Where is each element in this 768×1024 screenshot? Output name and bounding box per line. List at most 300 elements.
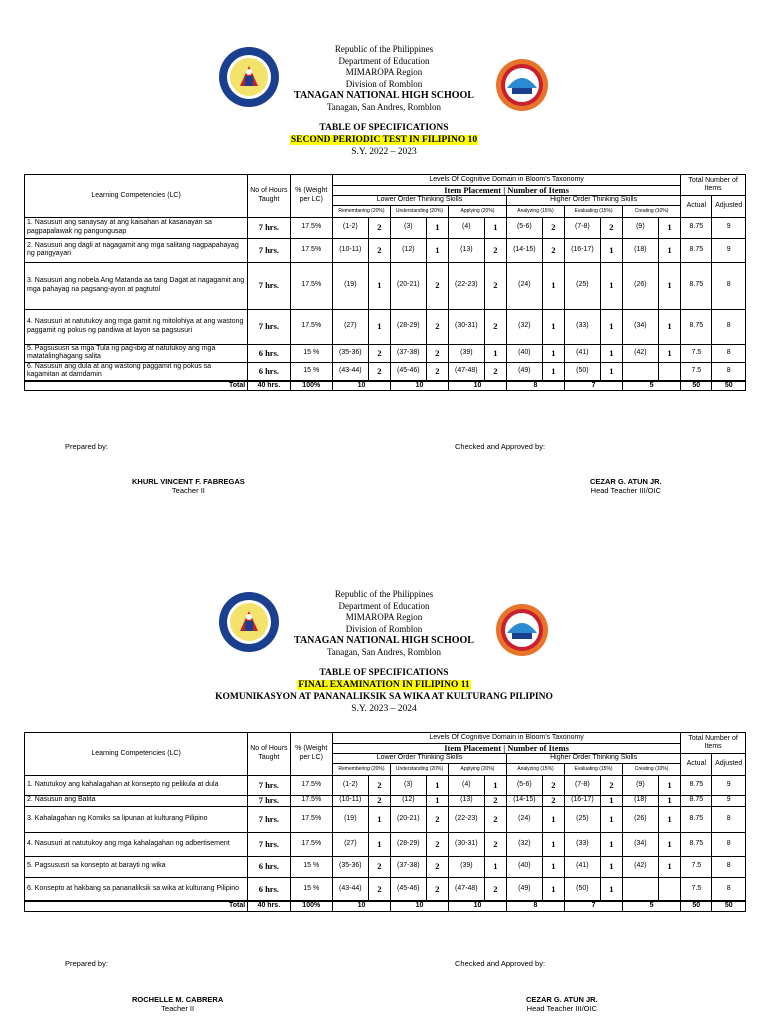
item-placement-value: (27) — [332, 832, 368, 856]
item-placement-value: (4) — [448, 217, 484, 238]
item-count-value: 1 — [600, 362, 622, 381]
item-placement-value: (10-11) — [332, 238, 368, 262]
specification-table — [24, 174, 746, 391]
table-row — [25, 877, 746, 901]
item-placement-value: (10-11) — [332, 795, 368, 806]
item-placement-value: (40) — [507, 344, 543, 362]
competency-text: 3. Kahalagahan ng Komiks sa lipunan at kulturang Pilipino — [25, 806, 248, 832]
item-placement-value: (30-31) — [448, 309, 484, 344]
item-count-value: 2 — [484, 795, 506, 806]
item-count-value: 2 — [426, 856, 448, 877]
item-count-value: 2 — [542, 238, 564, 262]
item-placement-value: (33) — [565, 832, 601, 856]
number-of-items-label: Number of Items — [507, 185, 569, 196]
item-count-value: 2 — [484, 362, 506, 381]
item-count-value: 2 — [368, 877, 390, 901]
item-count-value: 1 — [542, 344, 564, 362]
percent-value: 17.5% — [290, 775, 332, 795]
table-row — [25, 856, 746, 877]
total-app: 10 — [448, 901, 506, 911]
total-cre: 5 — [623, 381, 681, 391]
total-actual: 50 — [681, 381, 712, 391]
competency-text: 2. Nasusuri ang Balita — [25, 795, 248, 806]
hours-value: 6 hrs. — [248, 856, 290, 877]
item-placement-value: (33) — [565, 309, 601, 344]
item-placement-value: (20-21) — [390, 262, 426, 309]
item-placement-label: Item Placement — [444, 185, 502, 196]
department-line: Department of Education — [338, 55, 430, 66]
item-placement-value: (25) — [565, 806, 601, 832]
item-count-value: 1 — [368, 309, 390, 344]
document-titles — [0, 122, 768, 158]
item-count-value: 1 — [658, 775, 680, 795]
preparer-signature — [132, 477, 245, 495]
item-placement-value: (22-23) — [448, 806, 484, 832]
department-line: Department of Education — [338, 600, 430, 611]
item-placement-value: (47-48) — [448, 877, 484, 901]
item-count-value: 1 — [426, 217, 448, 238]
tos-document-1 — [0, 40, 768, 495]
tos-title: TABLE OF SPECIFICATIONS — [319, 123, 449, 133]
item-count-value: 2 — [542, 775, 564, 795]
approver-signature — [526, 995, 598, 1013]
item-count-value: 2 — [368, 775, 390, 795]
division-line: Division of Romblon — [345, 623, 423, 634]
specification-table — [24, 732, 746, 912]
school-year: S.Y. 2023 – 2024 — [351, 704, 417, 714]
total-cre: 5 — [623, 901, 681, 911]
item-count-value: 1 — [426, 795, 448, 806]
item-count-value: 2 — [426, 309, 448, 344]
item-count-value: 2 — [484, 877, 506, 901]
approver-name: CEZAR G. ATUN JR. — [590, 477, 662, 486]
item-placement-value: (22-23) — [448, 262, 484, 309]
item-count-value: 2 — [484, 309, 506, 344]
percent-value: 17.5% — [290, 309, 332, 344]
preparer-signature — [132, 995, 223, 1013]
item-count-value: 2 — [426, 877, 448, 901]
preparer-name: KHURL VINCENT F. FABREGAS — [132, 477, 245, 486]
item-placement-value: (28-29) — [390, 832, 426, 856]
item-placement-value: (24) — [507, 806, 543, 832]
item-count-value: 2 — [426, 344, 448, 362]
item-placement-value: (32) — [507, 309, 543, 344]
item-placement-value: (18) — [623, 238, 659, 262]
hours-value: 7 hrs. — [248, 262, 290, 309]
remembering-header: Remembering (20%) — [332, 205, 390, 217]
item-placement-value: (12) — [390, 238, 426, 262]
item-placement-value: (43-44) — [332, 362, 368, 381]
hours-value: 6 hrs. — [248, 344, 290, 362]
item-placement-value: (19) — [332, 806, 368, 832]
approver-title: Head Teacher III/OIC — [590, 486, 661, 495]
item-count-value: 2 — [600, 217, 622, 238]
document-titles — [0, 667, 768, 715]
actual-value: 8.75 — [681, 238, 712, 262]
competency-text: 2. Nasusuri ang dagli at nagagamit ang mga salitang nagpapahayag ng pangyayari — [25, 238, 248, 262]
item-placement-value: (14-15) — [507, 238, 543, 262]
adjusted-value: 8 — [712, 362, 746, 381]
table-row — [25, 795, 746, 806]
actual-value: 8.75 — [681, 832, 712, 856]
item-count-value: 1 — [658, 832, 680, 856]
item-count-value: 2 — [484, 806, 506, 832]
item-placement-value: (14-15) — [507, 795, 543, 806]
competency-text: 1. Natutukoy ang kahalagahan at konsepto ng pelikula at dula — [25, 775, 248, 795]
competency-text: 5. Pagsususri sa mga Tula ng pag-ibig at natutukoy ang mga matatalinghagang salita — [25, 344, 248, 362]
percent-value: 17.5% — [290, 262, 332, 309]
item-placement-value: (41) — [565, 344, 601, 362]
item-count-value: 1 — [658, 262, 680, 309]
percent-value: 17.5% — [290, 238, 332, 262]
table-row — [25, 262, 746, 309]
item-placement-value: (50) — [565, 362, 601, 381]
total-ana: 8 — [507, 381, 565, 391]
preparer-title: Teacher II — [171, 486, 205, 495]
table-row — [25, 362, 746, 381]
percent-column-header: % (Weight per LC) — [290, 733, 332, 776]
item-placement-value: (3) — [390, 775, 426, 795]
item-count-value: 1 — [542, 832, 564, 856]
competency-text: 4. Nasusuri at natutukoy ang mga gamit ng mitolohiya at ang wastong paggamit ng pokus ng pandiwa at layon sa pagsusuri — [25, 309, 248, 344]
item-placement-header: Item Placement | Number of Items — [332, 186, 680, 196]
item-placement-value: (47-48) — [448, 362, 484, 381]
hours-value: 7 hrs. — [248, 775, 290, 795]
lower-order-header: Lower Order Thinking Skills — [332, 196, 506, 206]
item-count-value: 2 — [542, 217, 564, 238]
item-count-value: 2 — [368, 856, 390, 877]
item-placement-value: (5-6) — [507, 217, 543, 238]
percent-value: 15 % — [290, 362, 332, 381]
item-count-value: 1 — [658, 238, 680, 262]
total-ana: 8 — [507, 901, 565, 911]
region-line: MIMAROPA Region — [345, 612, 423, 622]
item-placement-value: (42) — [623, 856, 659, 877]
adjusted-value: 9 — [712, 238, 746, 262]
creating-header: Creating (10%) — [623, 205, 681, 217]
item-count-value: 1 — [600, 795, 622, 806]
competency-text: 3. Nasusuri ang nobela Ang Matanda aa tang Dagat at nagagamit ang mga pahayag na pagsang-ayon at pagtutol — [25, 262, 248, 309]
hours-value: 7 hrs. — [248, 309, 290, 344]
item-placement-label: Item Placement — [444, 743, 502, 754]
item-count-value: 1 — [600, 309, 622, 344]
lc-column-header: Learning Competencies (LC) — [25, 733, 248, 776]
item-count-value: 2 — [484, 832, 506, 856]
percent-value: 17.5% — [290, 806, 332, 832]
item-count-value: 1 — [484, 775, 506, 795]
item-count-value: 1 — [484, 856, 506, 877]
item-placement-value: (49) — [507, 362, 543, 381]
item-count-value: 2 — [426, 362, 448, 381]
understanding-header: Understanding (20%) — [390, 205, 448, 217]
item-count-value: 2 — [368, 217, 390, 238]
item-count-value: 1 — [600, 238, 622, 262]
total-und: 10 — [390, 901, 448, 911]
applying-header: Applying (20%) — [448, 763, 506, 775]
document-header — [0, 40, 768, 120]
actual-value: 8.75 — [681, 795, 712, 806]
hours-value: 7 hrs. — [248, 806, 290, 832]
item-count-value: 1 — [542, 262, 564, 309]
item-count-value: 2 — [426, 262, 448, 309]
competency-text: 6. Nasusuri ang dula at ang wastong paggamit ng pokus sa kagamitan at damdamin — [25, 362, 248, 381]
actual-value: 8.75 — [681, 806, 712, 832]
percent-value: 15 % — [290, 856, 332, 877]
item-placement-value: (35-36) — [332, 344, 368, 362]
item-count-value: 1 — [600, 832, 622, 856]
item-placement-value: (1-2) — [332, 217, 368, 238]
competency-text: 5. Pagsususri sa konsepto at barayti ng wika — [25, 856, 248, 877]
item-placement-value — [623, 362, 659, 381]
preparer-title: Teacher II — [161, 1004, 195, 1013]
item-placement-value: (9) — [623, 775, 659, 795]
actual-value: 7.5 — [681, 362, 712, 381]
item-placement-value: (32) — [507, 832, 543, 856]
item-placement-value: (20-21) — [390, 806, 426, 832]
adjusted-value: 8 — [712, 832, 746, 856]
item-count-value: 1 — [600, 262, 622, 309]
item-count-value — [658, 877, 680, 901]
item-placement-value: (12) — [390, 795, 426, 806]
item-count-value: 2 — [426, 806, 448, 832]
item-count-value: 1 — [368, 262, 390, 309]
analyzing-header: Analyzing (15%) — [507, 205, 565, 217]
total-items-header: Total Number of Items — [681, 733, 746, 754]
item-count-value: 1 — [426, 775, 448, 795]
item-placement-value: (16-17) — [565, 795, 601, 806]
applying-header: Applying (20%) — [448, 205, 506, 217]
hours-column-header: No of Hours Taught — [248, 175, 290, 218]
total-adjusted: 50 — [712, 381, 746, 391]
item-placement-value: (45-46) — [390, 362, 426, 381]
adjusted-header: Adjusted — [712, 196, 746, 218]
hours-value: 6 hrs. — [248, 877, 290, 901]
item-count-value: 1 — [426, 238, 448, 262]
item-placement-value: (39) — [448, 856, 484, 877]
adjusted-value: 8 — [712, 344, 746, 362]
item-count-value: 1 — [542, 806, 564, 832]
item-placement-value: (16-17) — [565, 238, 601, 262]
document-header — [0, 585, 768, 665]
hours-value: 7 hrs. — [248, 217, 290, 238]
actual-value: 7.5 — [681, 344, 712, 362]
item-count-value: 2 — [368, 238, 390, 262]
exam-title: FINAL EXAMINATION IN FILIPINO 11 — [298, 680, 470, 690]
item-placement-value: (27) — [332, 309, 368, 344]
approver-name: CEZAR G. ATUN JR. — [526, 995, 598, 1004]
adjusted-value: 8 — [712, 262, 746, 309]
item-count-value: 1 — [484, 344, 506, 362]
item-count-value: 1 — [484, 217, 506, 238]
creating-header: Creating (10%) — [623, 763, 681, 775]
item-placement-value: (5-6) — [507, 775, 543, 795]
table-row — [25, 832, 746, 856]
item-placement-value: (43-44) — [332, 877, 368, 901]
understanding-header: Understanding (20%) — [390, 763, 448, 775]
item-placement-value: (39) — [448, 344, 484, 362]
approver-signature — [590, 477, 662, 495]
item-count-value: 1 — [658, 806, 680, 832]
item-count-value: 1 — [658, 217, 680, 238]
item-placement-value: (35-36) — [332, 856, 368, 877]
actual-header: Actual — [681, 754, 712, 776]
item-placement-value: (34) — [623, 832, 659, 856]
percent-value: 17.5% — [290, 217, 332, 238]
actual-value: 8.75 — [681, 309, 712, 344]
table-row — [25, 309, 746, 344]
hours-value: 6 hrs. — [248, 362, 290, 381]
item-placement-value: (24) — [507, 262, 543, 309]
checked-by-label: Checked and Approved by: — [455, 442, 546, 451]
tos-document-2 — [0, 585, 768, 1013]
adjusted-value: 8 — [712, 877, 746, 901]
school-name: TANAGAN NATIONAL HIGH SCHOOL — [294, 635, 474, 646]
competency-text: 1. Nasusuri ang sanaysay at ang kaisahan at kasanayan sa pagpapalawak ng pangungusap — [25, 217, 248, 238]
republic-line: Republic of the Philippines — [334, 589, 434, 599]
table-row — [25, 238, 746, 262]
percent-value: 17.5% — [290, 795, 332, 806]
item-placement-value: (25) — [565, 262, 601, 309]
item-placement-value: (34) — [623, 309, 659, 344]
item-placement-value: (1-2) — [332, 775, 368, 795]
total-hours: 40 hrs. — [248, 901, 290, 911]
item-placement-value: (50) — [565, 877, 601, 901]
item-placement-value: (7-8) — [565, 775, 601, 795]
header-text — [0, 44, 768, 113]
adjusted-value: 8 — [712, 309, 746, 344]
number-of-items-label: Number of Items — [507, 743, 569, 754]
item-placement-value: (45-46) — [390, 877, 426, 901]
item-placement-value: (42) — [623, 344, 659, 362]
school-seal-icon — [495, 58, 549, 112]
school-address: Tanagan, San Andres, Romblon — [326, 101, 442, 112]
item-placement-value: (40) — [507, 856, 543, 877]
adjusted-value: 8 — [712, 806, 746, 832]
header-text — [0, 589, 768, 658]
total-eva: 7 — [565, 901, 623, 911]
evaluating-header: Evaluating (15%) — [565, 205, 623, 217]
item-count-value: 1 — [542, 856, 564, 877]
item-placement-value: (28-29) — [390, 309, 426, 344]
prepared-by-label: Prepared by: — [65, 959, 108, 968]
item-placement-value: (37-38) — [390, 344, 426, 362]
actual-value: 7.5 — [681, 877, 712, 901]
approver-title: Head Teacher III/OIC — [526, 1004, 597, 1013]
item-placement-value: (30-31) — [448, 832, 484, 856]
total-percent: 100% — [290, 381, 332, 391]
item-count-value: 2 — [600, 775, 622, 795]
blooms-levels-header: Levels Of Cognitive Domain in Bloom's Taxonomy — [332, 175, 680, 186]
adjusted-value: 9 — [712, 795, 746, 806]
item-count-value: 1 — [600, 856, 622, 877]
total-app: 10 — [448, 381, 506, 391]
item-placement-value: (13) — [448, 795, 484, 806]
item-placement-value: (37-38) — [390, 856, 426, 877]
item-placement-value: (26) — [623, 806, 659, 832]
item-placement-value: (49) — [507, 877, 543, 901]
item-placement-value — [623, 877, 659, 901]
table-row — [25, 344, 746, 362]
actual-value: 8.75 — [681, 775, 712, 795]
total-items-header: Total Number of Items — [681, 175, 746, 196]
percent-value: 15 % — [290, 344, 332, 362]
tos-title: TABLE OF SPECIFICATIONS — [319, 668, 449, 678]
item-placement-value: (13) — [448, 238, 484, 262]
actual-value: 8.75 — [681, 262, 712, 309]
item-count-value: 2 — [484, 238, 506, 262]
school-seal-icon — [495, 603, 549, 657]
higher-order-header: Higher Order Thinking Skills — [507, 754, 681, 764]
total-label: Total — [25, 901, 248, 911]
item-count-value: 1 — [658, 309, 680, 344]
actual-value: 8.75 — [681, 217, 712, 238]
total-percent: 100% — [290, 901, 332, 911]
actual-value: 7.5 — [681, 856, 712, 877]
subject-title: KOMUNIKASYON AT PANANALIKSIK SA WIKA AT KULTURANG PILIPINO — [215, 692, 553, 702]
hours-value: 7 hrs. — [248, 238, 290, 262]
analyzing-header: Analyzing (15%) — [507, 763, 565, 775]
table-row — [25, 775, 746, 795]
hours-column-header: No of Hours Taught — [248, 733, 290, 776]
hours-value: 7 hrs. — [248, 795, 290, 806]
item-count-value: 2 — [426, 832, 448, 856]
percent-value: 15 % — [290, 877, 332, 901]
item-count-value: 2 — [542, 795, 564, 806]
total-rem: 10 — [332, 381, 390, 391]
item-placement-value: (7-8) — [565, 217, 601, 238]
total-actual: 50 — [681, 901, 712, 911]
item-count-value: 2 — [368, 344, 390, 362]
total-label: Total — [25, 381, 248, 391]
lc-column-header: Learning Competencies (LC) — [25, 175, 248, 218]
total-rem: 10 — [332, 901, 390, 911]
total-eva: 7 — [565, 381, 623, 391]
item-placement-value: (26) — [623, 262, 659, 309]
total-adjusted: 50 — [712, 901, 746, 911]
region-line: MIMAROPA Region — [345, 67, 423, 77]
adjusted-value: 9 — [712, 217, 746, 238]
item-count-value: 1 — [658, 344, 680, 362]
item-count-value: 1 — [368, 806, 390, 832]
item-count-value: 1 — [542, 877, 564, 901]
item-placement-value: (4) — [448, 775, 484, 795]
competency-text: 6. Konsepto at hakbang sa pananaliksik sa wika at kulturang Pilipino — [25, 877, 248, 901]
adjusted-header: Adjusted — [712, 754, 746, 776]
item-placement-value: (41) — [565, 856, 601, 877]
competency-text: 4. Nasusuri at natutukoy ang mga kahalagahan ng adbertisement — [25, 832, 248, 856]
item-count-value: 1 — [600, 806, 622, 832]
item-placement-value: (18) — [623, 795, 659, 806]
percent-value: 17.5% — [290, 832, 332, 856]
remembering-header: Remembering (20%) — [332, 763, 390, 775]
item-count-value: 2 — [484, 262, 506, 309]
evaluating-header: Evaluating (15%) — [565, 763, 623, 775]
item-placement-header: Item Placement | Number of Items — [332, 744, 680, 754]
item-count-value: 1 — [542, 309, 564, 344]
item-placement-value: (9) — [623, 217, 659, 238]
school-address: Tanagan, San Andres, Romblon — [326, 646, 442, 657]
item-count-value: 2 — [368, 795, 390, 806]
percent-column-header: % (Weight per LC) — [290, 175, 332, 218]
adjusted-value: 8 — [712, 856, 746, 877]
school-year: S.Y. 2022 – 2023 — [351, 147, 417, 157]
table-row — [25, 217, 746, 238]
totals-row — [25, 901, 746, 911]
preparer-name: ROCHELLE M. CABRERA — [132, 995, 224, 1004]
republic-line: Republic of the Philippines — [334, 44, 434, 54]
item-placement-value: (3) — [390, 217, 426, 238]
actual-header: Actual — [681, 196, 712, 218]
